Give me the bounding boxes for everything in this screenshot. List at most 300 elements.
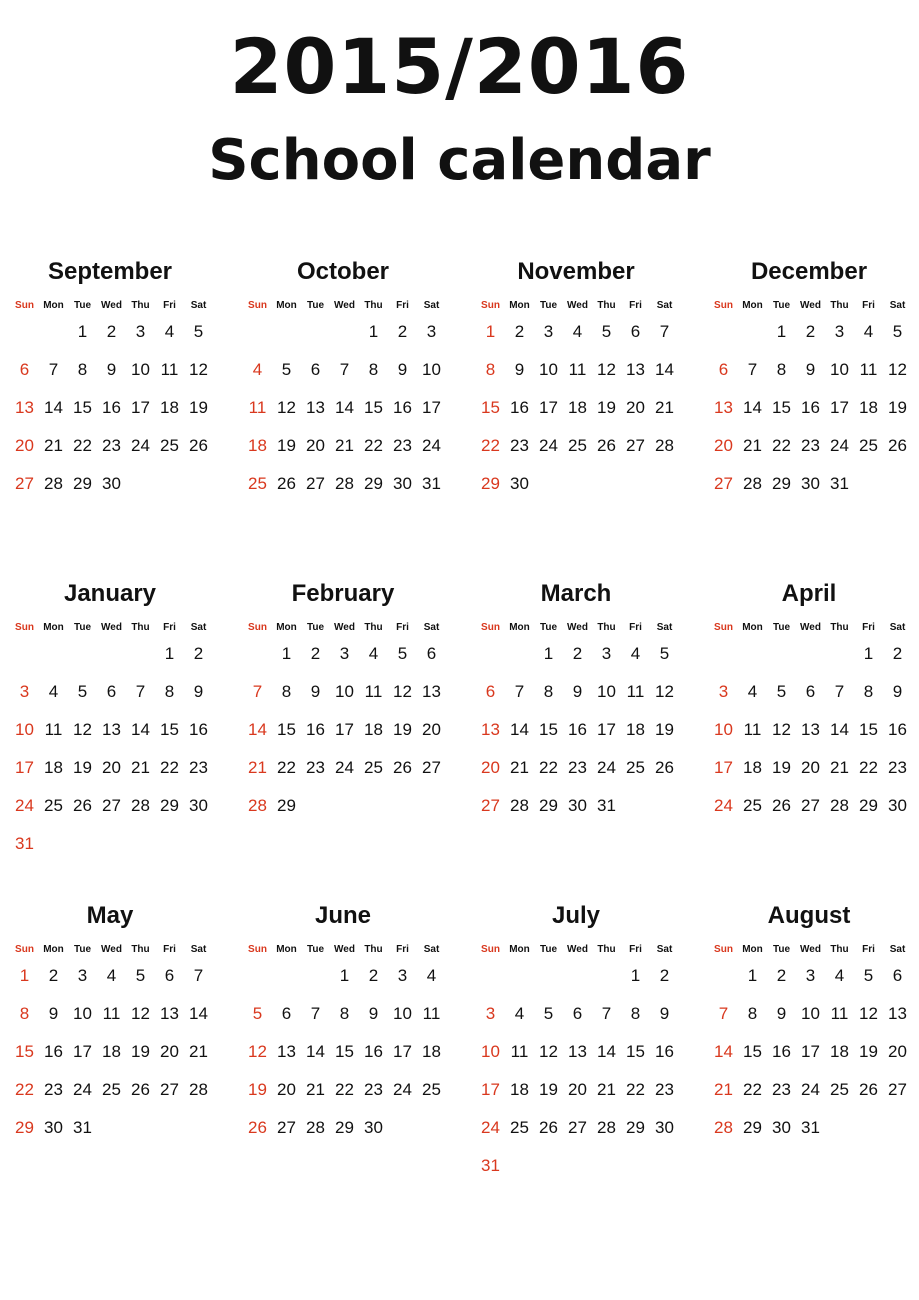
day-cell: 14 bbox=[306, 1042, 325, 1061]
day-cell: 12 bbox=[131, 1004, 150, 1023]
month-june bbox=[233, 902, 453, 1202]
day-cell: 5 bbox=[601, 322, 612, 341]
day-cell: 18 bbox=[626, 720, 645, 739]
day-cell: 20 bbox=[160, 1042, 179, 1061]
weekday-label: Sat bbox=[423, 300, 440, 311]
day-cell: 2 bbox=[397, 322, 408, 341]
day-cell: 26 bbox=[248, 1118, 267, 1137]
day-cell: 8 bbox=[19, 1004, 30, 1023]
day-cell: 14 bbox=[44, 398, 63, 417]
weekday-label: Sat bbox=[889, 622, 906, 633]
weekday-label: Fri bbox=[396, 944, 409, 955]
day-cell: 15 bbox=[160, 720, 179, 739]
day-cell: 22 bbox=[772, 436, 791, 455]
weekday-label: Wed bbox=[101, 300, 122, 311]
day-cell: 2 bbox=[805, 322, 816, 341]
day-cell: 2 bbox=[514, 322, 525, 341]
day-cell: 7 bbox=[659, 322, 670, 341]
day-cell: 25 bbox=[830, 1080, 849, 1099]
day-cell: 6 bbox=[106, 682, 117, 701]
day-cell: 4 bbox=[747, 682, 758, 701]
weekday-label: Sun bbox=[481, 300, 500, 311]
month-name: January bbox=[63, 580, 157, 607]
day-cell: 4 bbox=[368, 644, 379, 663]
day-cell: 1 bbox=[77, 322, 88, 341]
day-cell: 16 bbox=[102, 398, 121, 417]
month-may bbox=[0, 902, 220, 1202]
day-cell: 31 bbox=[15, 834, 34, 853]
day-cell: 1 bbox=[776, 322, 787, 341]
weekday-label: Sun bbox=[714, 300, 733, 311]
weekday-label: Sun bbox=[15, 622, 34, 633]
day-cell: 20 bbox=[481, 758, 500, 777]
day-cell: 6 bbox=[281, 1004, 292, 1023]
day-cell: 3 bbox=[339, 644, 350, 663]
day-cell: 11 bbox=[364, 682, 383, 701]
day-cell: 30 bbox=[364, 1118, 383, 1137]
day-cell: 25 bbox=[248, 474, 267, 493]
day-cell: 9 bbox=[659, 1004, 670, 1023]
weekday-label: Fri bbox=[396, 622, 409, 633]
day-cell: 16 bbox=[393, 398, 412, 417]
day-cell: 1 bbox=[164, 644, 175, 663]
day-cell: 3 bbox=[77, 966, 88, 985]
weekday-label: Sun bbox=[714, 622, 733, 633]
day-cell: 10 bbox=[73, 1004, 92, 1023]
day-cell: 8 bbox=[485, 360, 496, 379]
day-cell: 1 bbox=[863, 644, 874, 663]
day-cell: 22 bbox=[73, 436, 92, 455]
day-cell: 30 bbox=[888, 796, 907, 815]
month-name: August bbox=[767, 902, 851, 929]
day-cell: 1 bbox=[19, 966, 30, 985]
weekday-label: Mon bbox=[509, 944, 530, 955]
day-cell: 29 bbox=[743, 1118, 762, 1137]
weekday-label: Mon bbox=[43, 300, 64, 311]
day-cell: 17 bbox=[481, 1080, 500, 1099]
day-cell: 6 bbox=[485, 682, 496, 701]
weekday-label: Wed bbox=[567, 300, 588, 311]
day-cell: 13 bbox=[15, 398, 34, 417]
weekday-label: Fri bbox=[396, 300, 409, 311]
day-cell: 9 bbox=[193, 682, 204, 701]
day-cell: 7 bbox=[514, 682, 525, 701]
day-cell: 14 bbox=[597, 1042, 616, 1061]
day-cell: 19 bbox=[888, 398, 907, 417]
day-cell: 28 bbox=[189, 1080, 208, 1099]
day-cell: 1 bbox=[281, 644, 292, 663]
day-cell: 25 bbox=[422, 1080, 441, 1099]
weekday-label: Thu bbox=[364, 944, 383, 955]
day-cell: 1 bbox=[339, 966, 350, 985]
weekday-header bbox=[466, 622, 686, 636]
day-cell: 2 bbox=[106, 322, 117, 341]
day-cell: 24 bbox=[393, 1080, 412, 1099]
weekday-label: Mon bbox=[276, 300, 297, 311]
day-cell: 9 bbox=[106, 360, 117, 379]
day-cell: 6 bbox=[805, 682, 816, 701]
month-september bbox=[0, 258, 220, 558]
day-cell: 3 bbox=[19, 682, 30, 701]
day-cell: 16 bbox=[189, 720, 208, 739]
day-cell: 29 bbox=[481, 474, 500, 493]
day-cell: 29 bbox=[539, 796, 558, 815]
day-cell: 9 bbox=[776, 1004, 787, 1023]
day-cell: 31 bbox=[597, 796, 616, 815]
day-cell: 30 bbox=[510, 474, 529, 493]
day-cell: 24 bbox=[15, 796, 34, 815]
weekday-label: Fri bbox=[629, 944, 642, 955]
day-cell: 27 bbox=[481, 796, 500, 815]
day-cell: 20 bbox=[568, 1080, 587, 1099]
day-cell: 30 bbox=[655, 1118, 674, 1137]
day-cell: 10 bbox=[15, 720, 34, 739]
day-cell: 19 bbox=[277, 436, 296, 455]
day-cell: 28 bbox=[335, 474, 354, 493]
day-cell: 4 bbox=[426, 966, 437, 985]
day-cell: 25 bbox=[102, 1080, 121, 1099]
day-cell: 19 bbox=[131, 1042, 150, 1061]
day-cell: 12 bbox=[73, 720, 92, 739]
day-cell: 25 bbox=[568, 436, 587, 455]
day-cell: 13 bbox=[888, 1004, 907, 1023]
day-cell: 5 bbox=[77, 682, 88, 701]
day-cell: 29 bbox=[364, 474, 383, 493]
day-cell: 14 bbox=[743, 398, 762, 417]
weekday-label: Sun bbox=[481, 944, 500, 955]
day-cell: 10 bbox=[335, 682, 354, 701]
day-cell: 21 bbox=[248, 758, 267, 777]
day-cell: 8 bbox=[164, 682, 175, 701]
day-cell: 8 bbox=[747, 1004, 758, 1023]
day-cell: 22 bbox=[364, 436, 383, 455]
weekday-label: Wed bbox=[800, 622, 821, 633]
day-cell: 29 bbox=[626, 1118, 645, 1137]
day-cell: 9 bbox=[397, 360, 408, 379]
day-cell: 18 bbox=[364, 720, 383, 739]
day-cell: 18 bbox=[830, 1042, 849, 1061]
weekday-label: Tue bbox=[306, 300, 325, 311]
day-cell: 11 bbox=[568, 360, 587, 379]
day-cell: 8 bbox=[77, 360, 88, 379]
weekday-label: Fri bbox=[862, 944, 875, 955]
weekday-label: Sat bbox=[423, 944, 440, 955]
day-cell: 5 bbox=[135, 966, 146, 985]
weekday-header bbox=[466, 944, 686, 958]
weekday-header bbox=[0, 622, 220, 636]
day-cell: 3 bbox=[426, 322, 437, 341]
day-cell: 15 bbox=[15, 1042, 34, 1061]
day-cell: 14 bbox=[131, 720, 150, 739]
day-cell: 16 bbox=[306, 720, 325, 739]
day-cell: 16 bbox=[364, 1042, 383, 1061]
day-cell: 2 bbox=[368, 966, 379, 985]
day-cell: 5 bbox=[659, 644, 670, 663]
day-cell: 25 bbox=[510, 1118, 529, 1137]
day-cell: 19 bbox=[597, 398, 616, 417]
day-cell: 18 bbox=[248, 436, 267, 455]
weekday-label: Sat bbox=[656, 300, 673, 311]
weekday-label: Mon bbox=[509, 300, 530, 311]
weekday-label: Sun bbox=[15, 944, 34, 955]
day-cell: 22 bbox=[743, 1080, 762, 1099]
day-cell: 25 bbox=[44, 796, 63, 815]
month-name: March bbox=[540, 580, 612, 607]
weekday-label: Thu bbox=[131, 300, 150, 311]
day-cell: 18 bbox=[160, 398, 179, 417]
weekday-header bbox=[699, 944, 919, 958]
weekday-header bbox=[699, 300, 919, 314]
month-march bbox=[466, 580, 686, 880]
day-cell: 14 bbox=[830, 720, 849, 739]
day-cell: 7 bbox=[601, 1004, 612, 1023]
weekday-label: Tue bbox=[539, 300, 558, 311]
weekday-label: Tue bbox=[73, 944, 92, 955]
day-cell: 8 bbox=[368, 360, 379, 379]
day-cell: 23 bbox=[801, 436, 820, 455]
day-cell: 21 bbox=[306, 1080, 325, 1099]
month-october bbox=[233, 258, 453, 558]
day-cell: 7 bbox=[310, 1004, 321, 1023]
day-cell: 27 bbox=[277, 1118, 296, 1137]
day-cell: 18 bbox=[743, 758, 762, 777]
weekday-label: Sat bbox=[656, 622, 673, 633]
day-cell: 16 bbox=[888, 720, 907, 739]
day-cell: 25 bbox=[743, 796, 762, 815]
day-cell: 28 bbox=[131, 796, 150, 815]
weekday-label: Fri bbox=[629, 300, 642, 311]
day-cell: 23 bbox=[888, 758, 907, 777]
day-cell: 30 bbox=[44, 1118, 63, 1137]
day-cell: 20 bbox=[888, 1042, 907, 1061]
day-cell: 12 bbox=[393, 682, 412, 701]
weekday-label: Sat bbox=[190, 300, 207, 311]
weekday-label: Tue bbox=[73, 622, 92, 633]
day-cell: 2 bbox=[892, 644, 903, 663]
day-cell: 2 bbox=[48, 966, 59, 985]
day-cell: 11 bbox=[743, 720, 762, 739]
day-cell: 13 bbox=[102, 720, 121, 739]
weekday-label: Sun bbox=[714, 944, 733, 955]
day-cell: 15 bbox=[335, 1042, 354, 1061]
day-cell: 16 bbox=[801, 398, 820, 417]
day-cell: 23 bbox=[44, 1080, 63, 1099]
day-cell: 25 bbox=[859, 436, 878, 455]
day-cell: 18 bbox=[44, 758, 63, 777]
weekday-header bbox=[233, 622, 453, 636]
day-cell: 11 bbox=[422, 1004, 441, 1023]
day-cell: 16 bbox=[510, 398, 529, 417]
day-cell: 17 bbox=[597, 720, 616, 739]
day-cell: 19 bbox=[73, 758, 92, 777]
day-cell: 1 bbox=[368, 322, 379, 341]
weekday-header bbox=[233, 944, 453, 958]
day-cell: 21 bbox=[44, 436, 63, 455]
day-cell: 18 bbox=[859, 398, 878, 417]
day-cell: 7 bbox=[48, 360, 59, 379]
day-cell: 11 bbox=[830, 1004, 849, 1023]
weekday-label: Wed bbox=[334, 944, 355, 955]
day-cell: 29 bbox=[772, 474, 791, 493]
weekday-label: Mon bbox=[43, 944, 64, 955]
day-cell: 13 bbox=[801, 720, 820, 739]
day-cell: 21 bbox=[655, 398, 674, 417]
day-cell: 31 bbox=[481, 1156, 500, 1175]
day-cell: 1 bbox=[543, 644, 554, 663]
day-cell: 4 bbox=[48, 682, 59, 701]
day-cell: 8 bbox=[863, 682, 874, 701]
day-cell: 13 bbox=[306, 398, 325, 417]
day-cell: 23 bbox=[102, 436, 121, 455]
day-cell: 18 bbox=[510, 1080, 529, 1099]
day-cell: 11 bbox=[510, 1042, 529, 1061]
day-cell: 8 bbox=[630, 1004, 641, 1023]
day-cell: 22 bbox=[626, 1080, 645, 1099]
day-cell: 5 bbox=[863, 966, 874, 985]
weekday-label: Tue bbox=[772, 944, 791, 955]
day-cell: 4 bbox=[106, 966, 117, 985]
weekday-label: Sun bbox=[248, 622, 267, 633]
weekday-label: Mon bbox=[742, 622, 763, 633]
day-cell: 5 bbox=[397, 644, 408, 663]
weekday-label: Tue bbox=[539, 622, 558, 633]
day-cell: 7 bbox=[339, 360, 350, 379]
month-december bbox=[699, 258, 919, 558]
day-cell: 2 bbox=[310, 644, 321, 663]
month-february bbox=[233, 580, 453, 880]
day-cell: 12 bbox=[189, 360, 208, 379]
month-name: May bbox=[86, 902, 134, 929]
day-cell: 12 bbox=[597, 360, 616, 379]
weekday-label: Wed bbox=[334, 622, 355, 633]
weekday-label: Mon bbox=[742, 944, 763, 955]
day-cell: 26 bbox=[393, 758, 412, 777]
day-cell: 15 bbox=[743, 1042, 762, 1061]
weekday-label: Mon bbox=[276, 944, 297, 955]
day-cell: 17 bbox=[714, 758, 733, 777]
day-cell: 5 bbox=[776, 682, 787, 701]
day-cell: 13 bbox=[714, 398, 733, 417]
day-cell: 27 bbox=[801, 796, 820, 815]
day-cell: 8 bbox=[281, 682, 292, 701]
day-cell: 30 bbox=[772, 1118, 791, 1137]
day-cell: 14 bbox=[335, 398, 354, 417]
day-cell: 11 bbox=[44, 720, 63, 739]
day-cell: 18 bbox=[568, 398, 587, 417]
weekday-label: Tue bbox=[539, 944, 558, 955]
day-cell: 4 bbox=[514, 1004, 525, 1023]
day-cell: 3 bbox=[805, 966, 816, 985]
day-cell: 12 bbox=[859, 1004, 878, 1023]
day-cell: 21 bbox=[830, 758, 849, 777]
weekday-label: Wed bbox=[101, 622, 122, 633]
day-cell: 13 bbox=[160, 1004, 179, 1023]
day-cell: 5 bbox=[252, 1004, 263, 1023]
day-cell: 28 bbox=[44, 474, 63, 493]
day-cell: 15 bbox=[772, 398, 791, 417]
weekday-label: Thu bbox=[131, 622, 150, 633]
day-cell: 4 bbox=[252, 360, 263, 379]
day-cell: 27 bbox=[422, 758, 441, 777]
day-cell: 10 bbox=[801, 1004, 820, 1023]
day-cell: 4 bbox=[834, 966, 845, 985]
day-cell: 27 bbox=[15, 474, 34, 493]
day-cell: 7 bbox=[747, 360, 758, 379]
day-cell: 25 bbox=[626, 758, 645, 777]
day-cell: 3 bbox=[135, 322, 146, 341]
day-cell: 26 bbox=[859, 1080, 878, 1099]
day-cell: 5 bbox=[193, 322, 204, 341]
day-cell: 28 bbox=[830, 796, 849, 815]
day-cell: 12 bbox=[655, 682, 674, 701]
weekday-label: Fri bbox=[163, 622, 176, 633]
weekday-label: Thu bbox=[597, 944, 616, 955]
day-cell: 9 bbox=[805, 360, 816, 379]
day-cell: 6 bbox=[426, 644, 437, 663]
day-cell: 6 bbox=[164, 966, 175, 985]
day-cell: 20 bbox=[626, 398, 645, 417]
day-cell: 10 bbox=[539, 360, 558, 379]
day-cell: 23 bbox=[189, 758, 208, 777]
day-cell: 23 bbox=[306, 758, 325, 777]
month-name: June bbox=[314, 902, 371, 929]
day-cell: 22 bbox=[335, 1080, 354, 1099]
day-cell: 28 bbox=[306, 1118, 325, 1137]
weekday-label: Wed bbox=[800, 944, 821, 955]
day-cell: 27 bbox=[626, 436, 645, 455]
day-cell: 14 bbox=[248, 720, 267, 739]
day-cell: 18 bbox=[422, 1042, 441, 1061]
day-cell: 31 bbox=[422, 474, 441, 493]
day-cell: 10 bbox=[714, 720, 733, 739]
day-cell: 6 bbox=[630, 322, 641, 341]
day-cell: 1 bbox=[630, 966, 641, 985]
day-cell: 24 bbox=[597, 758, 616, 777]
day-cell: 30 bbox=[393, 474, 412, 493]
weekday-label: Sun bbox=[248, 300, 267, 311]
day-cell: 23 bbox=[364, 1080, 383, 1099]
day-cell: 31 bbox=[73, 1118, 92, 1137]
day-cell: 29 bbox=[160, 796, 179, 815]
day-cell: 11 bbox=[160, 360, 179, 379]
day-cell: 19 bbox=[859, 1042, 878, 1061]
day-cell: 24 bbox=[73, 1080, 92, 1099]
day-cell: 30 bbox=[801, 474, 820, 493]
day-cell: 24 bbox=[481, 1118, 500, 1137]
day-cell: 10 bbox=[131, 360, 150, 379]
day-cell: 23 bbox=[568, 758, 587, 777]
weekday-header bbox=[0, 944, 220, 958]
day-cell: 22 bbox=[277, 758, 296, 777]
day-cell: 20 bbox=[277, 1080, 296, 1099]
weekday-label: Thu bbox=[364, 300, 383, 311]
day-cell: 26 bbox=[597, 436, 616, 455]
day-cell: 17 bbox=[801, 1042, 820, 1061]
weekday-label: Mon bbox=[509, 622, 530, 633]
day-cell: 24 bbox=[801, 1080, 820, 1099]
day-cell: 30 bbox=[102, 474, 121, 493]
weekday-label: Tue bbox=[772, 622, 791, 633]
day-cell: 26 bbox=[277, 474, 296, 493]
day-cell: 17 bbox=[131, 398, 150, 417]
weekday-label: Wed bbox=[567, 944, 588, 955]
day-cell: 17 bbox=[830, 398, 849, 417]
weekday-label: Sat bbox=[656, 944, 673, 955]
day-cell: 5 bbox=[543, 1004, 554, 1023]
day-cell: 20 bbox=[15, 436, 34, 455]
day-cell: 12 bbox=[888, 360, 907, 379]
day-cell: 7 bbox=[718, 1004, 729, 1023]
